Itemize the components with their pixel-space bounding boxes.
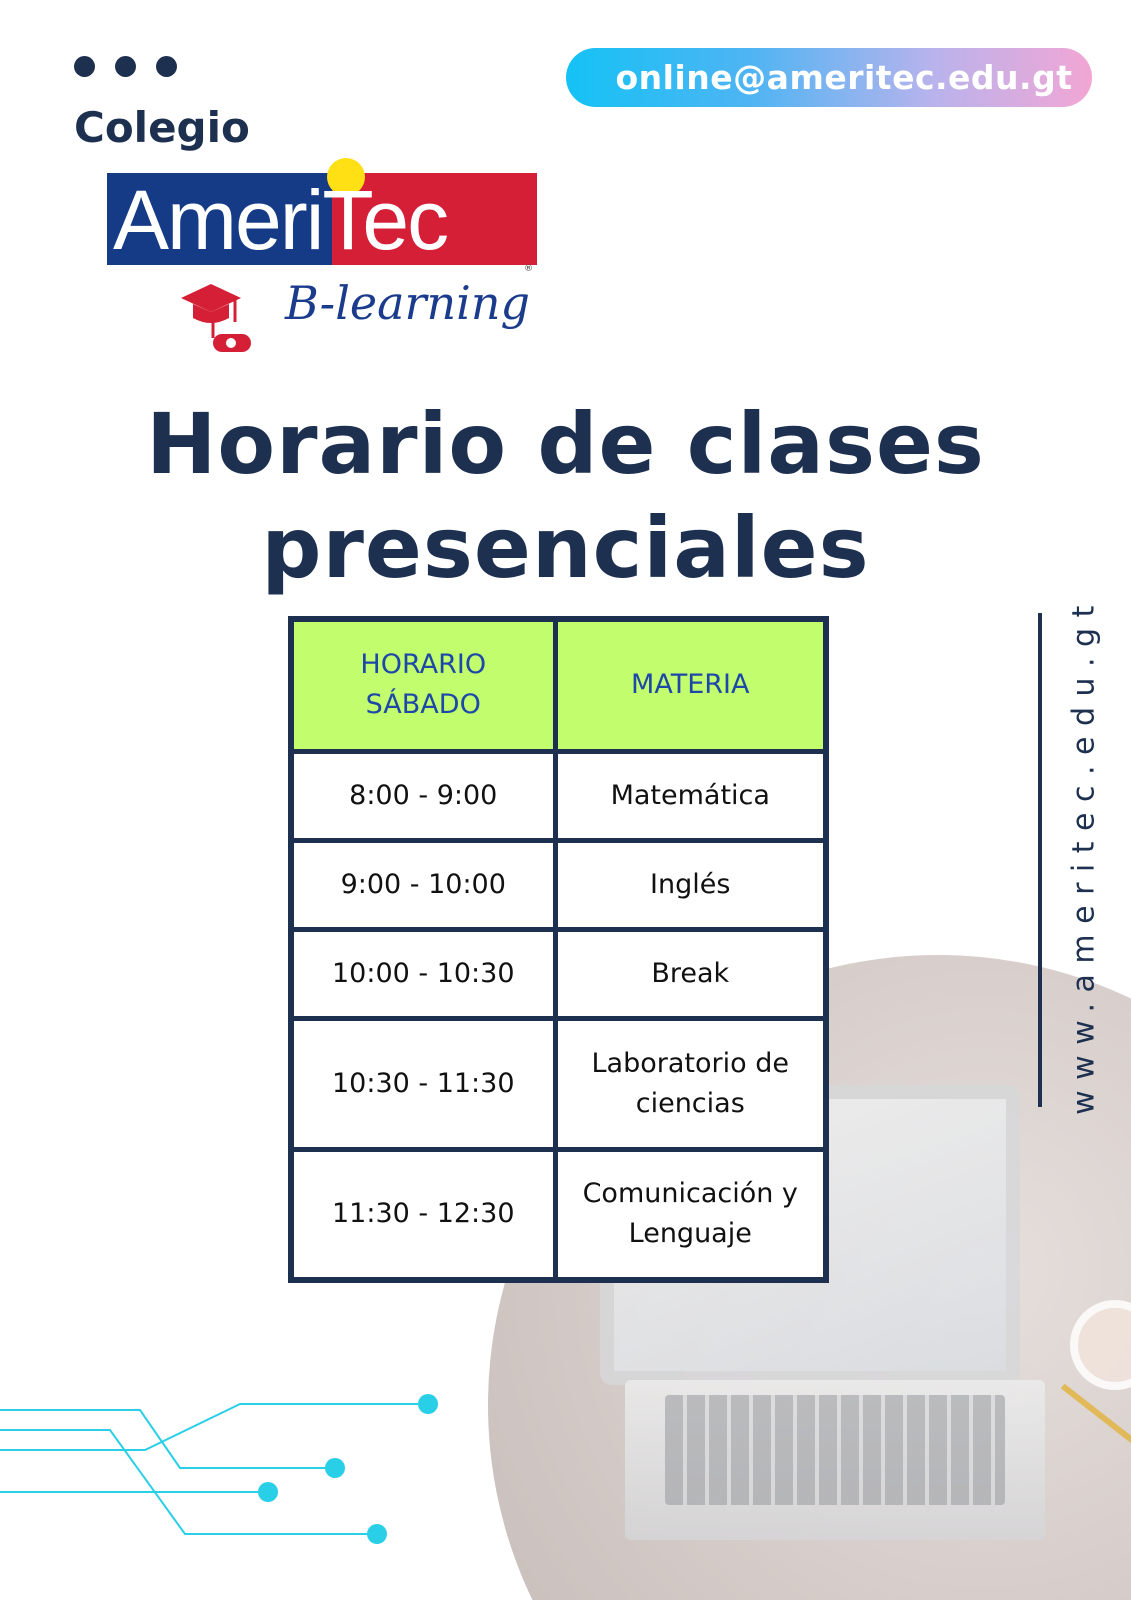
title-line-2: presenciales	[261, 499, 870, 597]
table-row	[291, 751, 826, 840]
subject-cell: Inglés	[555, 840, 826, 929]
table-row	[291, 1149, 826, 1280]
ameritec-logo	[107, 158, 547, 353]
graduation-cap-mouse-icon	[179, 276, 259, 354]
schedule-table	[288, 616, 829, 1283]
table-header-row	[291, 619, 826, 751]
website-text[interactable]: www.ameritec.edu.gt	[1066, 595, 1102, 1115]
time-cell: 10:00 - 10:30	[291, 929, 555, 1018]
time-cell: 11:30 - 12:30	[291, 1149, 555, 1280]
page-title	[0, 392, 1131, 600]
logo-wordmark: AmeriTec	[113, 173, 448, 267]
title-line-1: Horario de clases	[146, 395, 985, 493]
vertical-divider-line	[1038, 613, 1042, 1107]
email-badge[interactable]: online@ameritec.edu.gt	[566, 48, 1092, 107]
subject-cell: Comunicación y Lenguaje	[555, 1149, 826, 1280]
keyboard-keys-image	[665, 1395, 1005, 1505]
three-dots-decoration	[74, 56, 177, 77]
time-cell: 9:00 - 10:00	[291, 840, 555, 929]
circuit-lines-decoration	[0, 1380, 460, 1580]
time-cell: 8:00 - 9:00	[291, 751, 555, 840]
b-learning-tagline: B-learning	[285, 276, 530, 330]
column-header-subject: MATERIA	[555, 619, 826, 751]
school-label: Colegio	[74, 103, 250, 152]
table-row	[291, 1018, 826, 1149]
table-row	[291, 929, 826, 1018]
subject-cell: Laboratorio de ciencias	[555, 1018, 826, 1149]
subject-cell: Break	[555, 929, 826, 1018]
column-header-time: HORARIO SÁBADO	[291, 619, 555, 751]
table-row	[291, 840, 826, 929]
subject-cell: Matemática	[555, 751, 826, 840]
registered-mark: ®	[524, 264, 533, 274]
time-cell: 10:30 - 11:30	[291, 1018, 555, 1149]
